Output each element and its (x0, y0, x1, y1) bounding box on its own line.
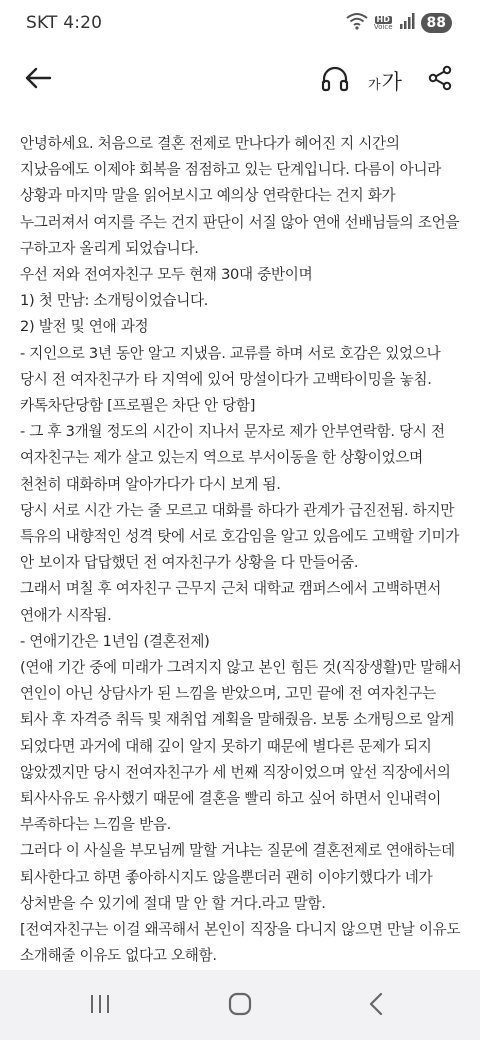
home-icon (227, 991, 253, 1021)
carrier-label: SKT (26, 13, 58, 33)
article-line: 우선 저와 전여자친구 모두 현재 30대 중반이며 (20, 266, 313, 284)
article-line: 지났음에도 이제야 회복을 점점하고 있는 단계입니다. 다름이 아니라 (20, 161, 442, 179)
chevron-left-icon (367, 991, 385, 1021)
font-size-large-label: 가 (381, 70, 402, 94)
status-left (26, 13, 102, 33)
article-line: 그래서 며칠 후 여자친구 근무지 근처 대학교 캠퍼스에서 고백하면서 (20, 580, 442, 598)
article-line: 구하고자 올리게 되었습니다. (20, 239, 199, 257)
voice-label: Voice (373, 22, 393, 31)
system-nav-bar (0, 970, 480, 1040)
battery-indicator: 88 (421, 13, 452, 33)
article-line: 누그러져서 여지를 주는 건지 판단이 서질 않아 연애 선배님들의 조언을 (20, 213, 460, 231)
share-icon (427, 65, 453, 95)
article-line: 연인이 아닌 상담사가 된 느낌을 받았으며, 고민 끝에 전 여자친구는 (20, 685, 436, 703)
headphones-icon (321, 66, 349, 96)
home-button[interactable] (210, 988, 270, 1024)
article-body (20, 131, 468, 969)
article-line: 2) 발전 및 연애 과정 (20, 318, 149, 336)
article-line: 안 보이자 답답했던 전 여자친구가 상황을 다 만들어줌. (20, 554, 359, 572)
article-line: 퇴사한다고 하면 좋아하시지도 않을뿐더러 괜히 이야기했다가 네가 (20, 868, 433, 886)
article-line: 천천히 대화하며 알아가다가 다시 보게 됨. (20, 475, 281, 493)
article-line: 상황과 마지막 말을 읽어보시고 예의상 연락한다는 건지 화가 (20, 187, 396, 205)
article-line: 퇴사사유도 유사했기 때문에 결혼을 빨리 하고 싶어 하면서 인내력이 (20, 790, 442, 808)
article-line: 상처받을 수 있기에 절대 말 안 할 거다.라고 말함. (20, 894, 326, 912)
article-line: 부족하다는 느낌을 받음. (20, 816, 171, 834)
article-line: 당시 서로 시간 가는 줄 모르고 대화를 하다가 관계가 급진전됨. 하지만 (20, 501, 455, 519)
nav-back-button[interactable] (346, 988, 406, 1024)
signal-icon (399, 12, 415, 34)
article-line: 특유의 내향적인 성격 탓에 서로 호감임을 알고 있음에도 고백할 기미가 (20, 528, 460, 546)
article-line: [전여자친구는 이걸 왜곡해서 본인이 직장을 다니지 않으면 만날 이유도 (20, 921, 461, 939)
article-line: 연애가 시작됨. (20, 606, 112, 624)
article-line: 되었다면 과거에 대해 깊이 알지 못하기 때문에 별다른 문제가 되지 (20, 737, 432, 755)
listen-button[interactable] (318, 64, 352, 98)
article-line: 1) 첫 만남: 소개팅이었습니다. (20, 292, 209, 310)
font-size-small-label: 가 (368, 78, 381, 93)
font-size-button[interactable] (368, 64, 402, 98)
article-line: (연애 기간 중에 미래가 그려지지 않고 본인 힘든 것(직장생활)만 말해서 (20, 659, 462, 677)
hd-label: HD (376, 14, 390, 24)
article-line: 그러다 이 사실을 부모님께 말할 거냐는 질문에 결혼전제로 연애하는데 (20, 842, 455, 860)
status-right (346, 12, 452, 34)
article-line: 소개해줄 이유도 없다고 오해함. (20, 947, 217, 965)
article-line: - 그 후 3개월 정도의 시간이 지나서 문자로 제가 안부연락함. 당시 전 (20, 423, 445, 441)
recent-apps-icon (88, 993, 112, 1019)
status-bar (0, 0, 480, 48)
article-line: 당시 전 여자친구가 타 지역에 있어 망설이다가 고백타이밍을 놓침. (20, 370, 432, 388)
article-line: 퇴사 후 자격증 취득 및 재취업 계획을 말해줬음. 보통 소개팅으로 알게 (20, 711, 455, 729)
article-line: - 지인으로 3년 동안 알고 지냈음. 교류를 하며 서로 호감은 있었으나 (20, 344, 441, 362)
article-line: 여자친구는 제가 살고 있는지 역으로 부서이동을 한 상황이었으며 (20, 449, 423, 467)
article-line: 않았겠지만 당시 전여자친구가 세 번째 직장이었으며 앞선 직장에서의 (20, 763, 451, 781)
article-line: 카톡차단당함 [프로필은 차단 안 당함] (20, 397, 256, 415)
back-button[interactable] (22, 64, 54, 96)
hd-voice-icon (374, 16, 393, 31)
recent-apps-button[interactable] (70, 988, 130, 1024)
article-line: - 연애기간은 1년임 (결혼전제) (20, 632, 210, 650)
clock: 4:20 (63, 13, 103, 33)
share-button[interactable] (424, 64, 456, 96)
article-line: 안녕하세요. 처음으로 결혼 전제로 만나다가 헤어진 지 시간의 (20, 135, 400, 152)
app-bar (0, 52, 480, 108)
arrow-left-icon (25, 67, 51, 93)
wifi-icon (346, 12, 368, 34)
